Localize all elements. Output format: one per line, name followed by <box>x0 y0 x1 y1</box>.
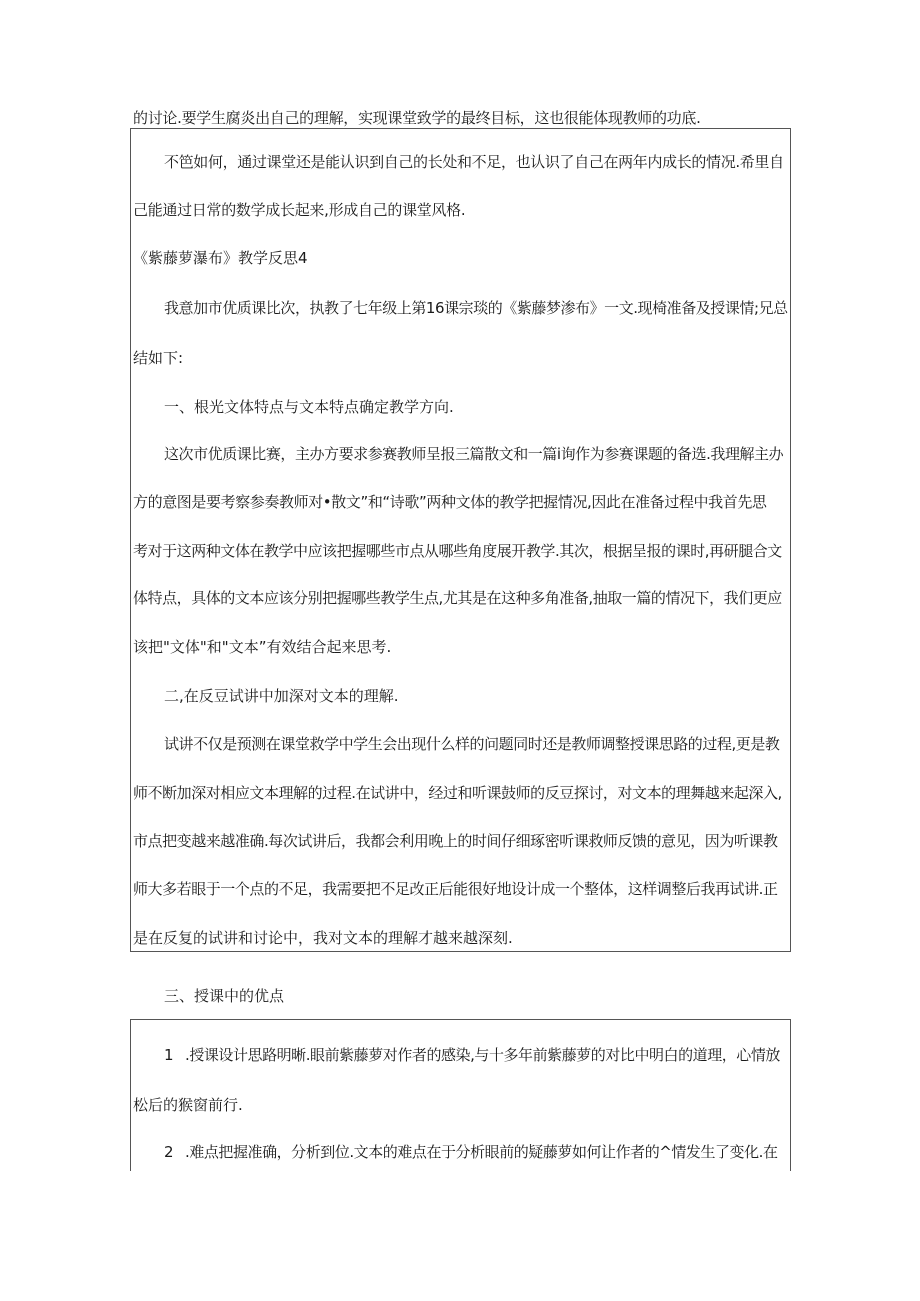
paragraph-3-line-5: 该把"文体"和"文本”有效结合起来思考. <box>133 638 392 656</box>
paragraph-4-line-5: 是在反复的试讲和讨论中，我对文本的理解才越来越深刻. <box>133 929 513 947</box>
paragraph-2-line-2: 结如下: <box>133 349 184 367</box>
paragraph-4-line-1: 试讲不仅是预测在课堂救学中学生会出现什么样的问题同时还是教师调整授课思路的过程,更是教 <box>164 735 780 753</box>
section-3-title: 三、授课中的优点 <box>164 987 285 1005</box>
section-1-title: 一、根光文体特点与文本特点确定教学方向. <box>164 398 454 416</box>
top-line: 的讨论.要学生腐炎出自己的理解，实现课堂致学的最终目标，这也很能体现教师的功底. <box>133 109 701 127</box>
paragraph-1-line-1: 不笆如何，通过课堂还是能认识到自己的长处和不足，也认识了自己在两年内成长的情况.希里自 <box>164 153 784 171</box>
list-item-1-line-1: .授课设计思路明晰.眼前紫藤萝对作者的感染,与十多年前紫藤萝的对比中明白的道理，心情放 <box>185 1046 780 1064</box>
list-item-2-number: 2 <box>164 1143 174 1161</box>
paragraph-2-line-1: 我意加市优质课比次，执教了七年级上第16课宗琰的《紫藤梦渗布》一文.现椅准备及授课情;兄总 <box>164 299 788 317</box>
list-item-2-line-1: .难点把握准确，分析到位.文本的难点在于分析眼前的疑藤萝如何让作者的^情发生了变化.在 <box>185 1143 778 1161</box>
paragraph-4-line-2: 师不断加深对相应文本理解的过程.在试讲中，经过和听课鼓师的反豆探讨，对文本的理舞越来起深入, <box>133 784 782 802</box>
list-item-1-line-2: 松后的猴窗前行. <box>133 1096 243 1114</box>
section-2-title: 二,在反豆试讲中加深对文本的理解. <box>164 687 399 705</box>
paragraph-1-line-2: 己能通过日常的数学成长起来,形成自己的课堂风格. <box>133 201 466 219</box>
paragraph-3-line-1: 这次市优质课比赛，主办方要求参赛教师呈报三篇散文和一篇i询作为参赛课题的备选.我理解主办 <box>164 445 784 463</box>
list-item-1-number: 1 <box>164 1046 174 1064</box>
paragraph-3-line-2: 方的意图是要考察参奏教师对•散文”和“诗歌”两种文体的教学把握情况,因此在准备过程中我首先思 <box>133 493 767 511</box>
paragraph-4-line-4: 师大多若眼于一个点的不足，我需要把不足改正后能很好地设计成一个整体，这样调整后我再试讲.正 <box>133 880 778 898</box>
paragraph-3-line-4: 体特点，具体的文本应该分别把握哪些教学生点,尤其是在这种多角准备,抽取一篇的情况下，我们更应 <box>133 589 782 607</box>
section-heading: 《紫藤萝瀑布》教学反思4 <box>133 249 308 267</box>
paragraph-3-line-3: 考对于这两种文体在教学中应该把握哪些市点从哪些角度展开教学.其次，根据呈报的课时,再研腿合文 <box>133 542 782 560</box>
paragraph-4-line-3: 市点把变越来越准确.每次试讲后，我都会利用晚上的时间仔细琢密听课救师反馈的意见，因为听课教 <box>133 832 778 850</box>
